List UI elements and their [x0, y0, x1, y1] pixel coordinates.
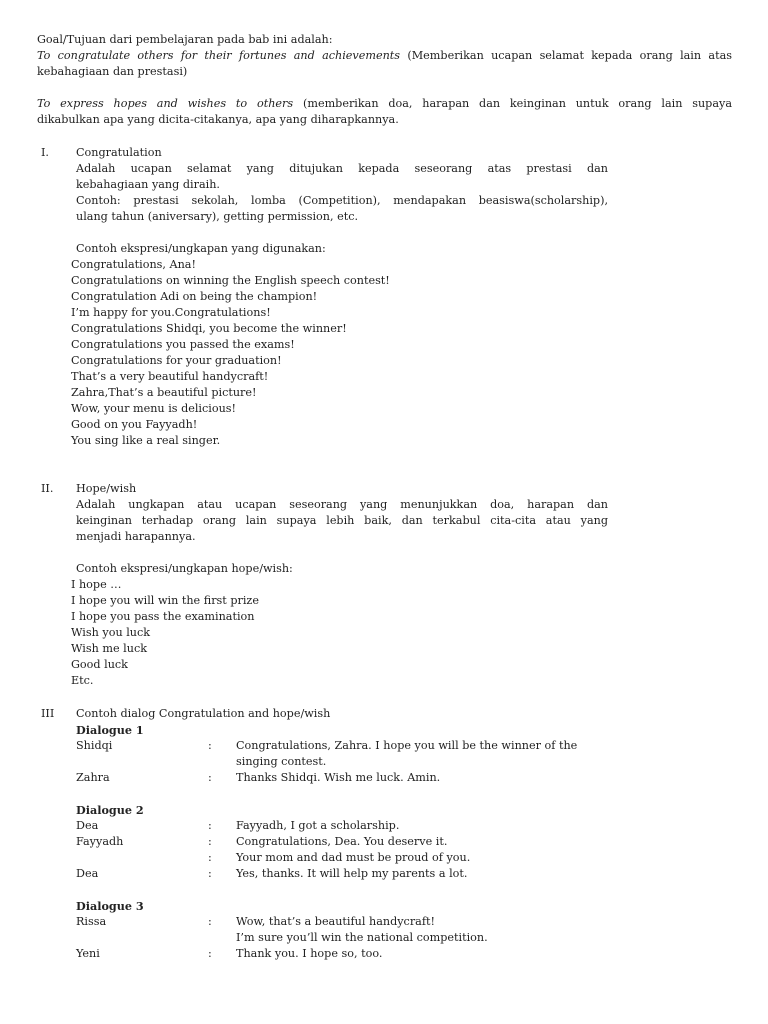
section-1-number: I. — [41, 146, 49, 159]
section-2-def-2: keinginan terhadap orang lain supaya lebih baik, dan terkabul cita-cita atau yang — [76, 514, 608, 527]
section-2-number: II. — [41, 482, 54, 495]
section-3-number: III — [41, 707, 55, 720]
list-item: I’m happy for you.Congratulations! — [71, 306, 271, 319]
goal-2-italic: To express hopes and wishes to others — [37, 97, 294, 110]
section-1-def-1: Adalah ucapan selamat yang ditujukan kepada seseorang atas prestasi dan — [76, 162, 608, 175]
dialogue-colon: : — [208, 867, 212, 880]
goal-1-italic: To congratulate others for their fortunes and achievements — [37, 49, 401, 62]
list-item: Congratulations Shidqi, you become the winner! — [71, 322, 347, 335]
list-item: I hope you pass the examination — [71, 610, 255, 623]
dialogue-colon: : — [208, 915, 212, 928]
dialogue-line: Wow, that’s a beautiful handycraft! — [236, 915, 435, 928]
section-1-example-1: Contoh: prestasi sekolah, lomba (Competition), mendapakan beasiswa(scholarship), — [76, 194, 608, 207]
list-item: Congratulations, Ana! — [71, 258, 196, 271]
section-1-example-2: ulang tahun (aniversary), getting permission, etc. — [76, 210, 359, 223]
goal-1-cont: kebahagiaan dan prestasi) — [37, 65, 188, 78]
list-item: Congratulations for your graduation! — [71, 354, 282, 367]
dialogue-colon: : — [208, 771, 212, 784]
list-item: Zahra,That’s a beautiful picture! — [71, 386, 257, 399]
dialogue-line: Your mom and dad must be proud of you. — [236, 851, 471, 864]
dialogue-speaker: Dea — [76, 819, 99, 832]
goal-1 — [37, 48, 732, 64]
list-item: Wish you luck — [71, 626, 151, 639]
dialogue-line: singing contest. — [236, 755, 327, 768]
list-item: Wish me luck — [71, 642, 147, 655]
dialogue-speaker: Dea — [76, 867, 99, 880]
section-1-title: Congratulation — [76, 146, 162, 159]
dialogue-line: Thanks Shidqi. Wish me luck. Amin. — [236, 771, 441, 784]
dialogue-1-title: Dialogue 1 — [76, 723, 144, 737]
dialogue-speaker: Shidqi — [76, 739, 113, 752]
list-item: Etc. — [71, 674, 94, 687]
goal-2-cont: dikabulkan apa yang dicita-citakanya, apa yang diharapkannya. — [37, 113, 399, 126]
list-item: I hope … — [71, 578, 122, 591]
dialogue-speaker: Zahra — [76, 771, 110, 784]
list-item: You sing like a real singer. — [71, 434, 221, 447]
goal-1-rest: (Memberikan ucapan selamat kepada orang lain atas — [407, 49, 732, 62]
list-item: Congratulations on winning the English speech contest! — [71, 274, 390, 287]
section-3-title: Contoh dialog Congratulation and hope/wish — [76, 707, 331, 720]
goal-2-rest: (memberikan doa, harapan dan keinginan untuk orang lain supaya — [302, 97, 732, 110]
dialogue-colon: : — [208, 739, 212, 752]
dialogue-line: I’m sure you’ll win the national competition. — [236, 931, 488, 944]
goal-2 — [37, 96, 732, 112]
section-2-def-3: menjadi harapannya. — [76, 530, 196, 543]
dialogue-colon: : — [208, 947, 212, 960]
list-item: Congratulations you passed the exams! — [71, 338, 295, 351]
section-1-list-intro: Contoh ekspresi/ungkapan yang digunakan: — [76, 242, 326, 255]
dialogue-line: Thank you. I hope so, too. — [236, 947, 383, 960]
dialogue-line: Congratulations, Zahra. I hope you will be the winner of the — [236, 739, 578, 752]
section-2-list-intro: Contoh ekspresi/ungkapan hope/wish: — [76, 562, 293, 575]
dialogue-colon: : — [208, 835, 212, 848]
dialogue-2-title: Dialogue 2 — [76, 803, 144, 817]
dialogue-colon: : — [208, 851, 212, 864]
dialogue-speaker: Fayyadh — [76, 835, 124, 848]
list-item: That’s a very beautiful handycraft! — [71, 370, 269, 383]
section-2-title: Hope/wish — [76, 482, 137, 495]
list-item: Good on you Fayyadh! — [71, 418, 198, 431]
list-item: I hope you will win the first prize — [71, 594, 259, 607]
dialogue-3-title: Dialogue 3 — [76, 899, 144, 913]
list-item: Wow, your menu is delicious! — [71, 402, 237, 415]
dialogue-line: Fayyadh, I got a scholarship. — [236, 819, 400, 832]
section-1-def-2: kebahagiaan yang diraih. — [76, 178, 220, 191]
dialogue-line: Congratulations, Dea. You deserve it. — [236, 835, 448, 848]
dialogue-speaker: Yeni — [76, 947, 100, 960]
section-2-def-1: Adalah ungkapan atau ucapan seseorang yang menunjukkan doa, harapan dan — [76, 498, 608, 511]
dialogue-colon: : — [208, 819, 212, 832]
list-item: Congratulation Adi on being the champion! — [71, 290, 318, 303]
dialogue-speaker: Rissa — [76, 915, 107, 928]
list-item: Good luck — [71, 658, 128, 671]
goal-heading: Goal/Tujuan dari pembelajaran pada bab ini adalah: — [37, 33, 333, 46]
dialogue-line: Yes, thanks. It will help my parents a lot. — [236, 867, 468, 880]
